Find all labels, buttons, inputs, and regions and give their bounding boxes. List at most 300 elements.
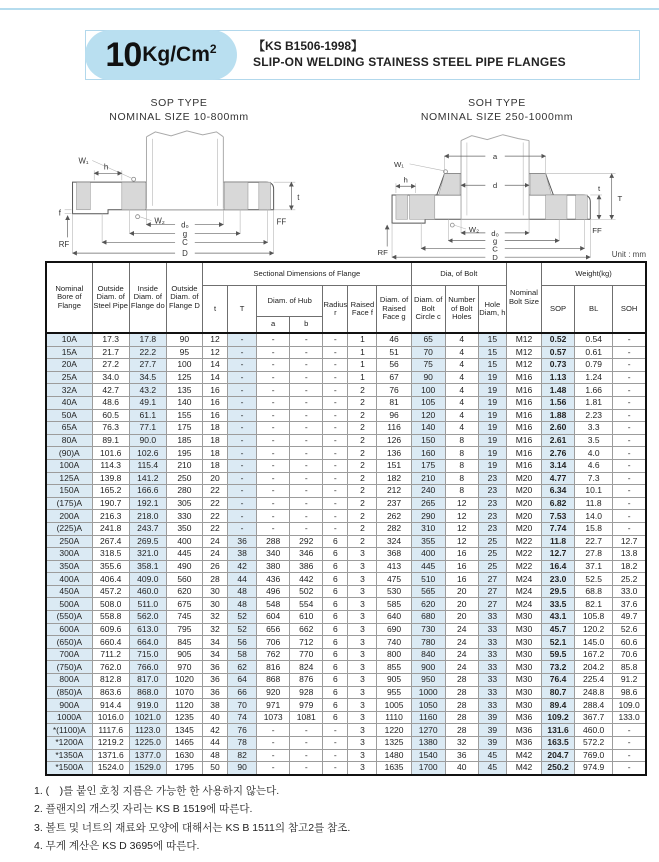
data-cell: - bbox=[613, 384, 646, 397]
table-row bbox=[46, 409, 646, 422]
data-cell: - bbox=[290, 737, 323, 750]
data-cell: M20 bbox=[506, 485, 541, 498]
header-hole-diam: Hole Diam, h bbox=[478, 286, 506, 334]
data-cell: 190.7 bbox=[92, 497, 129, 510]
data-cell: 4 bbox=[445, 371, 478, 384]
data-cell: 6.82 bbox=[542, 497, 575, 510]
data-cell: 23 bbox=[478, 497, 506, 510]
data-cell: 24 bbox=[445, 661, 478, 674]
data-cell: 68.8 bbox=[575, 585, 613, 598]
data-cell: 16 bbox=[202, 384, 227, 397]
data-cell: 18 bbox=[202, 459, 227, 472]
data-cell: - bbox=[257, 371, 290, 384]
data-cell: 133.0 bbox=[613, 711, 646, 724]
data-cell: 1325 bbox=[377, 737, 411, 750]
data-cell: 60.6 bbox=[613, 636, 646, 649]
data-cell: 18 bbox=[202, 447, 227, 460]
data-cell: 267.4 bbox=[92, 535, 129, 548]
data-cell: 979 bbox=[290, 699, 323, 712]
data-cell: - bbox=[323, 510, 348, 523]
data-cell: 160 bbox=[411, 447, 445, 460]
data-cell: 914.4 bbox=[92, 699, 129, 712]
data-cell: - bbox=[290, 497, 323, 510]
data-cell: 766.0 bbox=[129, 661, 166, 674]
data-cell: 140 bbox=[411, 422, 445, 435]
table-row bbox=[46, 661, 646, 674]
data-cell: 971 bbox=[257, 699, 290, 712]
data-cell: 33 bbox=[478, 623, 506, 636]
data-cell: 3.14 bbox=[542, 459, 575, 472]
sop-subtitle: NOMINAL SIZE 10-800mm bbox=[109, 111, 249, 124]
data-cell: 1.48 bbox=[542, 384, 575, 397]
data-cell: 140 bbox=[166, 396, 202, 409]
row-label-cell: 600A bbox=[46, 623, 92, 636]
data-cell: 16 bbox=[445, 573, 478, 586]
data-cell: M12 bbox=[506, 333, 541, 346]
data-cell: 16 bbox=[445, 560, 478, 573]
soh-label-h: h bbox=[403, 175, 408, 185]
data-cell: 36 bbox=[202, 661, 227, 674]
data-cell: 19 bbox=[478, 447, 506, 460]
data-cell: M24 bbox=[506, 585, 541, 598]
data-cell: 39 bbox=[478, 737, 506, 750]
data-cell: 368 bbox=[377, 548, 411, 561]
data-cell: 318.5 bbox=[92, 548, 129, 561]
data-cell: 27 bbox=[478, 585, 506, 598]
data-cell: - bbox=[323, 497, 348, 510]
data-cell: 42 bbox=[202, 724, 227, 737]
data-cell: 3 bbox=[348, 585, 377, 598]
data-cell: 145.0 bbox=[575, 636, 613, 649]
data-cell: - bbox=[613, 522, 646, 535]
data-cell: 1380 bbox=[411, 737, 445, 750]
data-cell: 6 bbox=[323, 674, 348, 687]
data-cell: 49.7 bbox=[613, 611, 646, 624]
data-cell: 1529.0 bbox=[129, 762, 166, 775]
data-cell: 39 bbox=[478, 711, 506, 724]
data-cell: 2 bbox=[348, 396, 377, 409]
data-cell: 25 bbox=[478, 560, 506, 573]
row-label-cell: 500A bbox=[46, 598, 92, 611]
data-cell: - bbox=[613, 724, 646, 737]
data-cell: - bbox=[323, 371, 348, 384]
data-cell: 8 bbox=[445, 472, 478, 485]
data-cell: - bbox=[323, 409, 348, 422]
data-cell: 10.1 bbox=[575, 485, 613, 498]
data-cell: - bbox=[323, 396, 348, 409]
footnote-3: 3. 볼트 및 너트의 재료와 모양에 대해서는 KS B 1511의 참고2를 참조. bbox=[34, 821, 351, 834]
data-cell: 100 bbox=[411, 384, 445, 397]
data-cell: - bbox=[323, 434, 348, 447]
data-cell: 1000 bbox=[411, 686, 445, 699]
data-cell: - bbox=[257, 749, 290, 762]
data-cell: 19 bbox=[478, 459, 506, 472]
data-cell: 64 bbox=[228, 674, 257, 687]
data-cell: 1117.6 bbox=[92, 724, 129, 737]
data-cell: - bbox=[257, 510, 290, 523]
data-cell: - bbox=[257, 359, 290, 372]
data-cell: 585 bbox=[377, 598, 411, 611]
data-cell: 706 bbox=[257, 636, 290, 649]
data-cell: 16 bbox=[202, 396, 227, 409]
table-row bbox=[46, 623, 646, 636]
data-cell: 95 bbox=[166, 346, 202, 359]
data-cell: 14 bbox=[202, 359, 227, 372]
header-flange-id: Inside Diam. of Flange do bbox=[129, 262, 166, 333]
sop-label-t: t bbox=[297, 193, 300, 203]
data-cell: 2 bbox=[348, 535, 377, 548]
table-header bbox=[46, 262, 646, 333]
data-cell: 1021.0 bbox=[129, 711, 166, 724]
data-cell: 711.2 bbox=[92, 648, 129, 661]
data-cell: 970 bbox=[166, 661, 202, 674]
data-cell: - bbox=[228, 434, 257, 447]
data-cell: 560 bbox=[166, 573, 202, 586]
data-cell: - bbox=[290, 472, 323, 485]
data-cell: 460.0 bbox=[129, 585, 166, 598]
data-cell: 20 bbox=[445, 598, 478, 611]
table-row bbox=[46, 674, 646, 687]
data-cell: 2 bbox=[348, 409, 377, 422]
data-cell: 18 bbox=[202, 434, 227, 447]
data-cell: 27 bbox=[478, 573, 506, 586]
data-cell: 12.7 bbox=[613, 535, 646, 548]
data-cell: 8 bbox=[445, 485, 478, 498]
data-cell: 26 bbox=[202, 560, 227, 573]
data-cell: 1540 bbox=[411, 749, 445, 762]
data-cell: 1.24 bbox=[575, 371, 613, 384]
data-cell: 12 bbox=[445, 497, 478, 510]
sop-label-d0: d₀ bbox=[181, 220, 189, 230]
data-cell: 90 bbox=[411, 371, 445, 384]
data-cell: 15 bbox=[478, 346, 506, 359]
sop-label-d-outer: D bbox=[182, 249, 188, 259]
data-cell: 1219.2 bbox=[92, 737, 129, 750]
row-label-cell: 10A bbox=[46, 333, 92, 346]
data-cell: 2 bbox=[348, 384, 377, 397]
data-cell: 2.60 bbox=[542, 422, 575, 435]
row-label-cell: *(1100)A bbox=[46, 724, 92, 737]
data-cell: 33 bbox=[478, 674, 506, 687]
data-cell: - bbox=[613, 485, 646, 498]
data-cell: 70 bbox=[228, 699, 257, 712]
data-cell: - bbox=[613, 346, 646, 359]
data-cell: - bbox=[290, 333, 323, 346]
soh-label-t-total: T bbox=[617, 194, 623, 204]
data-cell: M30 bbox=[506, 611, 541, 624]
data-cell: 2 bbox=[348, 447, 377, 460]
data-cell: 98.6 bbox=[613, 686, 646, 699]
data-cell: - bbox=[228, 346, 257, 359]
data-cell: 6 bbox=[323, 623, 348, 636]
data-cell: 126 bbox=[377, 434, 411, 447]
row-label-cell: 50A bbox=[46, 409, 92, 422]
data-cell: 33 bbox=[478, 611, 506, 624]
data-cell: 262 bbox=[377, 510, 411, 523]
title-text bbox=[237, 31, 566, 79]
data-cell: 1123.0 bbox=[129, 724, 166, 737]
data-cell: 4 bbox=[445, 422, 478, 435]
data-cell: 863.6 bbox=[92, 686, 129, 699]
data-cell: 0.61 bbox=[575, 346, 613, 359]
table-row bbox=[46, 648, 646, 661]
data-cell: - bbox=[290, 762, 323, 775]
data-cell: 358.1 bbox=[129, 560, 166, 573]
data-cell: 24 bbox=[202, 535, 227, 548]
data-cell: 100 bbox=[166, 359, 202, 372]
data-cell: M16 bbox=[506, 459, 541, 472]
data-cell: 32 bbox=[445, 737, 478, 750]
data-cell: 1377.0 bbox=[129, 749, 166, 762]
data-cell: 155 bbox=[166, 409, 202, 422]
data-cell: 2 bbox=[348, 459, 377, 472]
data-cell: M42 bbox=[506, 749, 541, 762]
data-cell: 204.2 bbox=[575, 661, 613, 674]
data-cell: - bbox=[228, 497, 257, 510]
row-label-cell: 250A bbox=[46, 535, 92, 548]
data-cell: - bbox=[290, 522, 323, 535]
pressure-value: 10 bbox=[105, 35, 142, 74]
data-cell: 39 bbox=[478, 724, 506, 737]
data-cell: 2.61 bbox=[542, 434, 575, 447]
data-cell: 436 bbox=[257, 573, 290, 586]
table-row bbox=[46, 359, 646, 372]
data-cell: - bbox=[613, 434, 646, 447]
data-cell: 131.6 bbox=[542, 724, 575, 737]
data-cell: 350 bbox=[166, 522, 202, 535]
data-cell: 3 bbox=[348, 573, 377, 586]
data-cell: 3 bbox=[348, 674, 377, 687]
data-cell: 3 bbox=[348, 724, 377, 737]
data-cell: 3.3 bbox=[575, 422, 613, 435]
data-cell: 1160 bbox=[411, 711, 445, 724]
row-label-cell: 800A bbox=[46, 674, 92, 687]
data-cell: 558.8 bbox=[92, 611, 129, 624]
data-cell: 640 bbox=[377, 611, 411, 624]
data-cell: 457.2 bbox=[92, 585, 129, 598]
data-cell: 6 bbox=[323, 548, 348, 561]
data-cell: 660.4 bbox=[92, 636, 129, 649]
data-cell: 33 bbox=[478, 686, 506, 699]
data-cell: - bbox=[228, 371, 257, 384]
header-T: T bbox=[228, 286, 257, 334]
data-cell: 1050 bbox=[411, 699, 445, 712]
data-cell: 6 bbox=[323, 661, 348, 674]
data-cell: 21.7 bbox=[92, 346, 129, 359]
data-cell: 36 bbox=[202, 686, 227, 699]
data-cell: 340 bbox=[257, 548, 290, 561]
header-t: t bbox=[202, 286, 227, 334]
data-cell: M20 bbox=[506, 510, 541, 523]
data-cell: 76.4 bbox=[542, 674, 575, 687]
data-cell: 52.1 bbox=[542, 636, 575, 649]
data-cell: 1.56 bbox=[542, 396, 575, 409]
data-cell: 745 bbox=[166, 611, 202, 624]
header-radius: Radius r bbox=[323, 286, 348, 334]
data-cell: 76 bbox=[228, 724, 257, 737]
data-cell: 0.57 bbox=[542, 346, 575, 359]
data-cell: - bbox=[323, 762, 348, 775]
data-cell: 7.3 bbox=[575, 472, 613, 485]
data-cell: 24 bbox=[202, 548, 227, 561]
data-cell: 36 bbox=[445, 749, 478, 762]
soh-label-rf: RF bbox=[377, 248, 388, 258]
data-cell: 508.0 bbox=[92, 598, 129, 611]
data-cell: - bbox=[228, 522, 257, 535]
data-cell: 6 bbox=[323, 686, 348, 699]
data-cell: 14 bbox=[202, 371, 227, 384]
data-cell: 90 bbox=[228, 762, 257, 775]
table-row bbox=[46, 636, 646, 649]
header-nominal-bore: Nominal Bore of Flange bbox=[46, 262, 92, 333]
table-row bbox=[46, 711, 646, 724]
data-cell: 2.23 bbox=[575, 409, 613, 422]
data-cell: 12 bbox=[445, 522, 478, 535]
row-label-cell: 15A bbox=[46, 346, 92, 359]
header-group-sectional: Sectional Dimensions of Flange bbox=[202, 262, 411, 286]
header-bl: BL bbox=[575, 286, 613, 334]
data-cell: 1 bbox=[348, 333, 377, 346]
data-cell: M36 bbox=[506, 737, 541, 750]
data-cell: - bbox=[228, 396, 257, 409]
data-cell: 33 bbox=[478, 699, 506, 712]
data-cell: 52 bbox=[228, 611, 257, 624]
data-cell: 6 bbox=[323, 535, 348, 548]
data-cell: 11.8 bbox=[575, 497, 613, 510]
data-cell: 45 bbox=[478, 762, 506, 775]
data-cell: 845 bbox=[166, 636, 202, 649]
sop-label-c: C bbox=[182, 238, 188, 248]
data-cell: 620 bbox=[166, 585, 202, 598]
soh-label-t: t bbox=[597, 184, 601, 194]
data-cell: M20 bbox=[506, 522, 541, 535]
data-cell: 920 bbox=[257, 686, 290, 699]
data-cell: 28 bbox=[202, 573, 227, 586]
data-cell: 33.0 bbox=[613, 585, 646, 598]
sop-label-w1: W₁ bbox=[78, 156, 89, 166]
data-cell: 7.74 bbox=[542, 522, 575, 535]
row-label-cell: 65A bbox=[46, 422, 92, 435]
data-cell: 51 bbox=[377, 346, 411, 359]
data-cell: 502 bbox=[290, 585, 323, 598]
data-cell: - bbox=[613, 472, 646, 485]
header-pipe-od: Outside Diam. of Steel Pipe bbox=[92, 262, 129, 333]
data-cell: - bbox=[290, 346, 323, 359]
data-cell: 44 bbox=[202, 737, 227, 750]
data-cell: 0.52 bbox=[542, 333, 575, 346]
row-label-cell: 100A bbox=[46, 459, 92, 472]
data-cell: - bbox=[613, 422, 646, 435]
data-cell: 167.2 bbox=[575, 648, 613, 661]
data-cell: 48.6 bbox=[92, 396, 129, 409]
data-cell: 78 bbox=[228, 737, 257, 750]
data-cell: 1795 bbox=[166, 762, 202, 775]
data-cell: 3 bbox=[348, 636, 377, 649]
data-cell: 6 bbox=[323, 699, 348, 712]
soh-label-w2: W₂ bbox=[468, 225, 480, 235]
row-label-cell: (90)A bbox=[46, 447, 92, 460]
data-cell: 28 bbox=[445, 686, 478, 699]
data-cell: 490 bbox=[166, 560, 202, 573]
data-cell: 102.6 bbox=[129, 447, 166, 460]
sop-label-h: h bbox=[103, 162, 109, 172]
data-cell: M12 bbox=[506, 359, 541, 372]
data-cell: - bbox=[257, 384, 290, 397]
data-cell: 1.81 bbox=[575, 396, 613, 409]
row-label-cell: *1500A bbox=[46, 762, 92, 775]
title-box bbox=[85, 30, 640, 80]
data-cell: 175 bbox=[166, 422, 202, 435]
data-cell: 58 bbox=[228, 648, 257, 661]
data-cell: 6 bbox=[323, 573, 348, 586]
table-row bbox=[46, 585, 646, 598]
row-label-cell: (850)A bbox=[46, 686, 92, 699]
data-cell: 812.8 bbox=[92, 674, 129, 687]
data-cell: 43.2 bbox=[129, 384, 166, 397]
data-cell: 61.1 bbox=[129, 409, 166, 422]
data-cell: 8 bbox=[445, 459, 478, 472]
data-cell: M30 bbox=[506, 648, 541, 661]
data-cell: 730 bbox=[411, 623, 445, 636]
data-cell: 409.0 bbox=[129, 573, 166, 586]
data-cell: 76.3 bbox=[92, 422, 129, 435]
data-cell: 114.3 bbox=[92, 459, 129, 472]
data-cell: 380 bbox=[257, 560, 290, 573]
data-cell: 62 bbox=[228, 661, 257, 674]
footnote-1: 1. ( )를 붙인 호칭 지름은 가능한 한 사용하지 않는다. bbox=[34, 785, 280, 797]
data-cell: 530 bbox=[377, 585, 411, 598]
data-cell: 165.2 bbox=[92, 485, 129, 498]
data-cell: 548 bbox=[257, 598, 290, 611]
row-label-cell: 400A bbox=[46, 573, 92, 586]
data-cell: 240 bbox=[411, 485, 445, 498]
data-cell: 25 bbox=[478, 548, 506, 561]
table-row bbox=[46, 371, 646, 384]
data-cell: - bbox=[228, 485, 257, 498]
data-cell: 1020 bbox=[166, 674, 202, 687]
data-cell: 33 bbox=[478, 661, 506, 674]
row-label-cell: 125A bbox=[46, 472, 92, 485]
data-cell: 16 bbox=[445, 548, 478, 561]
data-cell: 40 bbox=[445, 762, 478, 775]
data-cell: 346 bbox=[290, 548, 323, 561]
data-cell: 25.2 bbox=[613, 573, 646, 586]
data-cell: M36 bbox=[506, 711, 541, 724]
data-cell: 3 bbox=[348, 699, 377, 712]
data-cell: - bbox=[323, 472, 348, 485]
data-cell: - bbox=[323, 459, 348, 472]
data-cell: - bbox=[613, 409, 646, 422]
data-cell: 355 bbox=[411, 535, 445, 548]
data-cell: 445 bbox=[166, 548, 202, 561]
data-cell: 816 bbox=[257, 661, 290, 674]
data-cell: 15 bbox=[478, 333, 506, 346]
sop-diagram-caption bbox=[28, 96, 330, 124]
data-cell: 75 bbox=[411, 359, 445, 372]
soh-diagram bbox=[346, 96, 648, 268]
data-cell: 44 bbox=[228, 573, 257, 586]
data-cell: 19 bbox=[478, 434, 506, 447]
data-cell: 23 bbox=[478, 522, 506, 535]
data-cell: 3 bbox=[348, 598, 377, 611]
data-cell: 2 bbox=[348, 422, 377, 435]
data-cell: 52 bbox=[228, 623, 257, 636]
data-cell: - bbox=[323, 447, 348, 460]
data-cell: - bbox=[290, 749, 323, 762]
data-cell: 310 bbox=[411, 522, 445, 535]
data-cell: 445 bbox=[411, 560, 445, 573]
data-cell: - bbox=[228, 359, 257, 372]
